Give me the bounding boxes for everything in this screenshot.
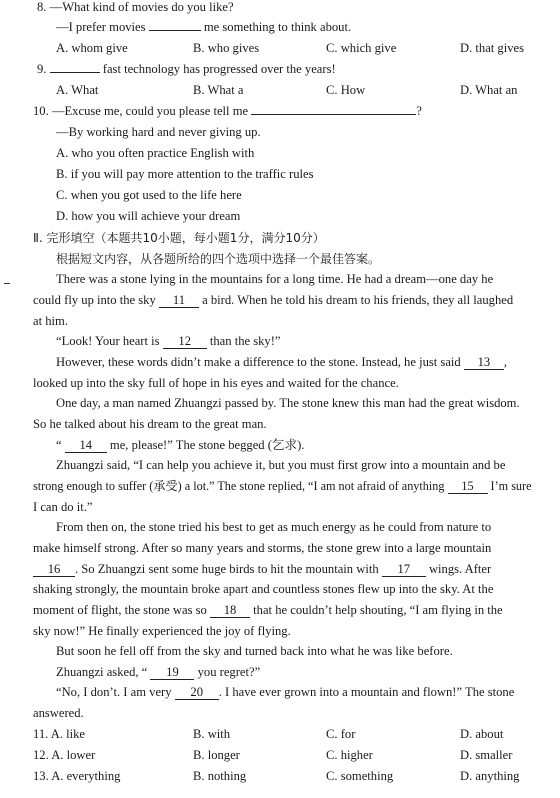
passage-text: that he couldn’t help shouting, “I am flying in the	[253, 603, 503, 617]
q8-stem: 8. —What kind of movies do you like?	[37, 0, 234, 14]
blank-20: 20	[175, 685, 219, 700]
q10-line2: —By working hard and never giving up.	[56, 125, 261, 139]
q12-option-b: B. longer	[193, 748, 240, 762]
passage-text: “Look! Your heart is	[56, 334, 160, 348]
q10-pre: 10. —Excuse me, could you please tell me	[33, 104, 249, 118]
q10-option-b: B. if you will pay more attention to the traffic rules	[56, 167, 314, 181]
q10-option-a: A. who you often practice English with	[56, 146, 255, 160]
blank-18: 18	[210, 603, 250, 618]
passage-line: But soon he fell off from the sky and turned back into what he was like before.	[56, 644, 453, 658]
q8-blank	[149, 17, 201, 31]
section-heading: Ⅱ. 完形填空（本题共10小题，每小题1分，满分10分）	[33, 231, 325, 245]
passage-line: One day, a man named Zhuangzi passed by. The stone knew this man had the great wisdom.	[56, 396, 520, 410]
passage-text: However, these words didn’t make a difference to the stone. Instead, he just said	[56, 355, 461, 369]
passage-line: sky now!” He finally experienced the joy of flying.	[33, 624, 291, 638]
q8-line2	[56, 17, 351, 38]
q11-option-d: D. about	[460, 727, 504, 741]
q11-option-c: C. for	[326, 727, 356, 741]
q9-stem	[37, 59, 336, 80]
q8-line2-post: me something to think about.	[203, 20, 352, 34]
passage-line: shaking strongly, the mountain broke apart and countless stones flew up into the sky. At the	[33, 582, 494, 596]
q11-option-a: 11. A. like	[33, 727, 86, 741]
q8-option-b: B. who gives	[193, 41, 260, 55]
passage-line	[56, 682, 514, 703]
q10-post: ?	[416, 104, 422, 118]
margin-tick	[4, 283, 10, 284]
passage-text: strong enough to suffer (承受) a lot.” The stone replied, “I am not afraid of anything	[33, 479, 445, 493]
passage-line: Zhuangzi said, “I can help you achieve it, but you must first grow into a mountain and be	[56, 458, 506, 472]
blank-12: 12	[163, 334, 207, 349]
passage-text: could fly up into the sky	[33, 293, 156, 307]
q10-blank	[251, 101, 416, 115]
q9-option-c: C. How	[326, 83, 366, 97]
q8-option-d: D. that gives	[460, 41, 525, 55]
q9-blank	[50, 59, 100, 73]
passage-text: . I have ever grown into a mountain and flown!” The stone	[218, 685, 515, 699]
q9-option-a: A. What	[56, 83, 99, 97]
passage-text: than the sky!”	[209, 334, 281, 348]
q13-option-a: 13. A. everything	[33, 769, 121, 783]
passage-line	[33, 600, 503, 621]
passage-text: Zhuangzi asked, “	[56, 665, 148, 679]
passage-line	[33, 476, 532, 497]
q10-stem	[33, 101, 422, 122]
passage-text: me, please!” The stone begged (乞求).	[109, 438, 305, 452]
passage-text: wings. After	[428, 562, 492, 576]
passage-line: at him.	[33, 314, 68, 328]
passage-text: you regret?”	[197, 665, 261, 679]
passage-text: . So Zhuangzi sent some huge birds to hit the mountain with	[75, 562, 379, 576]
q12-option-c: C. higher	[326, 748, 373, 762]
passage-line: I can do it.”	[33, 500, 93, 514]
q9-option-d: D. What an	[460, 83, 518, 97]
passage-line: There was a stone lying in the mountains for a long time. He had a dream—one day he	[56, 272, 494, 286]
passage-line: looked up into the sky full of hope in his eyes and waited for the chance.	[33, 376, 399, 390]
passage-text: “	[56, 438, 62, 452]
blank-13: 13	[464, 355, 504, 370]
passage-line	[56, 352, 507, 373]
passage-line: So he talked about his dream to the great man.	[33, 417, 267, 431]
section-instruction: 根据短文内容，从各题所给的四个选项中选择一个最佳答案。	[56, 252, 381, 266]
passage-line	[56, 662, 260, 683]
q8-option-c: C. which give	[326, 41, 397, 55]
passage-text: ,	[503, 355, 508, 369]
q8-line2-pre: —I prefer movies	[56, 20, 146, 34]
q10-option-d: D. how you will achieve your dream	[56, 209, 241, 223]
q8-option-a: A. whom give	[56, 41, 128, 55]
blank-17: 17	[382, 562, 426, 577]
passage-line	[33, 290, 513, 311]
passage-line: From then on, the stone tried his best to get as much energy as he could from nature to	[56, 520, 492, 534]
passage-line: make himself strong. After so many years and storms, the stone grew into a large mountain	[33, 541, 492, 555]
passage-line	[56, 435, 304, 456]
passage-line: answered.	[33, 706, 84, 720]
q13-option-b: B. nothing	[193, 769, 247, 783]
passage-text: a bird. When he told his dream to his friends, they all laughed	[202, 293, 514, 307]
q12-option-d: D. smaller	[460, 748, 513, 762]
q9-text: fast technology has progressed over the years!	[102, 62, 336, 76]
passage-text: “No, I don’t. I am very	[56, 685, 172, 699]
q9-option-b: B. What a	[193, 83, 244, 97]
q13-option-c: C. something	[326, 769, 394, 783]
blank-14: 14	[65, 438, 107, 453]
q11-option-b: B. with	[193, 727, 231, 741]
passage-line	[33, 559, 491, 580]
blank-19: 19	[150, 665, 194, 680]
passage-line	[56, 331, 281, 352]
blank-16: 16	[33, 562, 75, 577]
q13-option-d: D. anything	[460, 769, 520, 783]
q9-number: 9.	[37, 62, 47, 76]
q12-option-a: 12. A. lower	[33, 748, 96, 762]
blank-15: 15	[448, 479, 488, 494]
q10-option-c: C. when you got used to the life here	[56, 188, 242, 202]
passage-text: moment of flight, the stone was so	[33, 603, 207, 617]
blank-11: 11	[159, 293, 199, 308]
passage-text: I’m sure	[490, 479, 532, 493]
